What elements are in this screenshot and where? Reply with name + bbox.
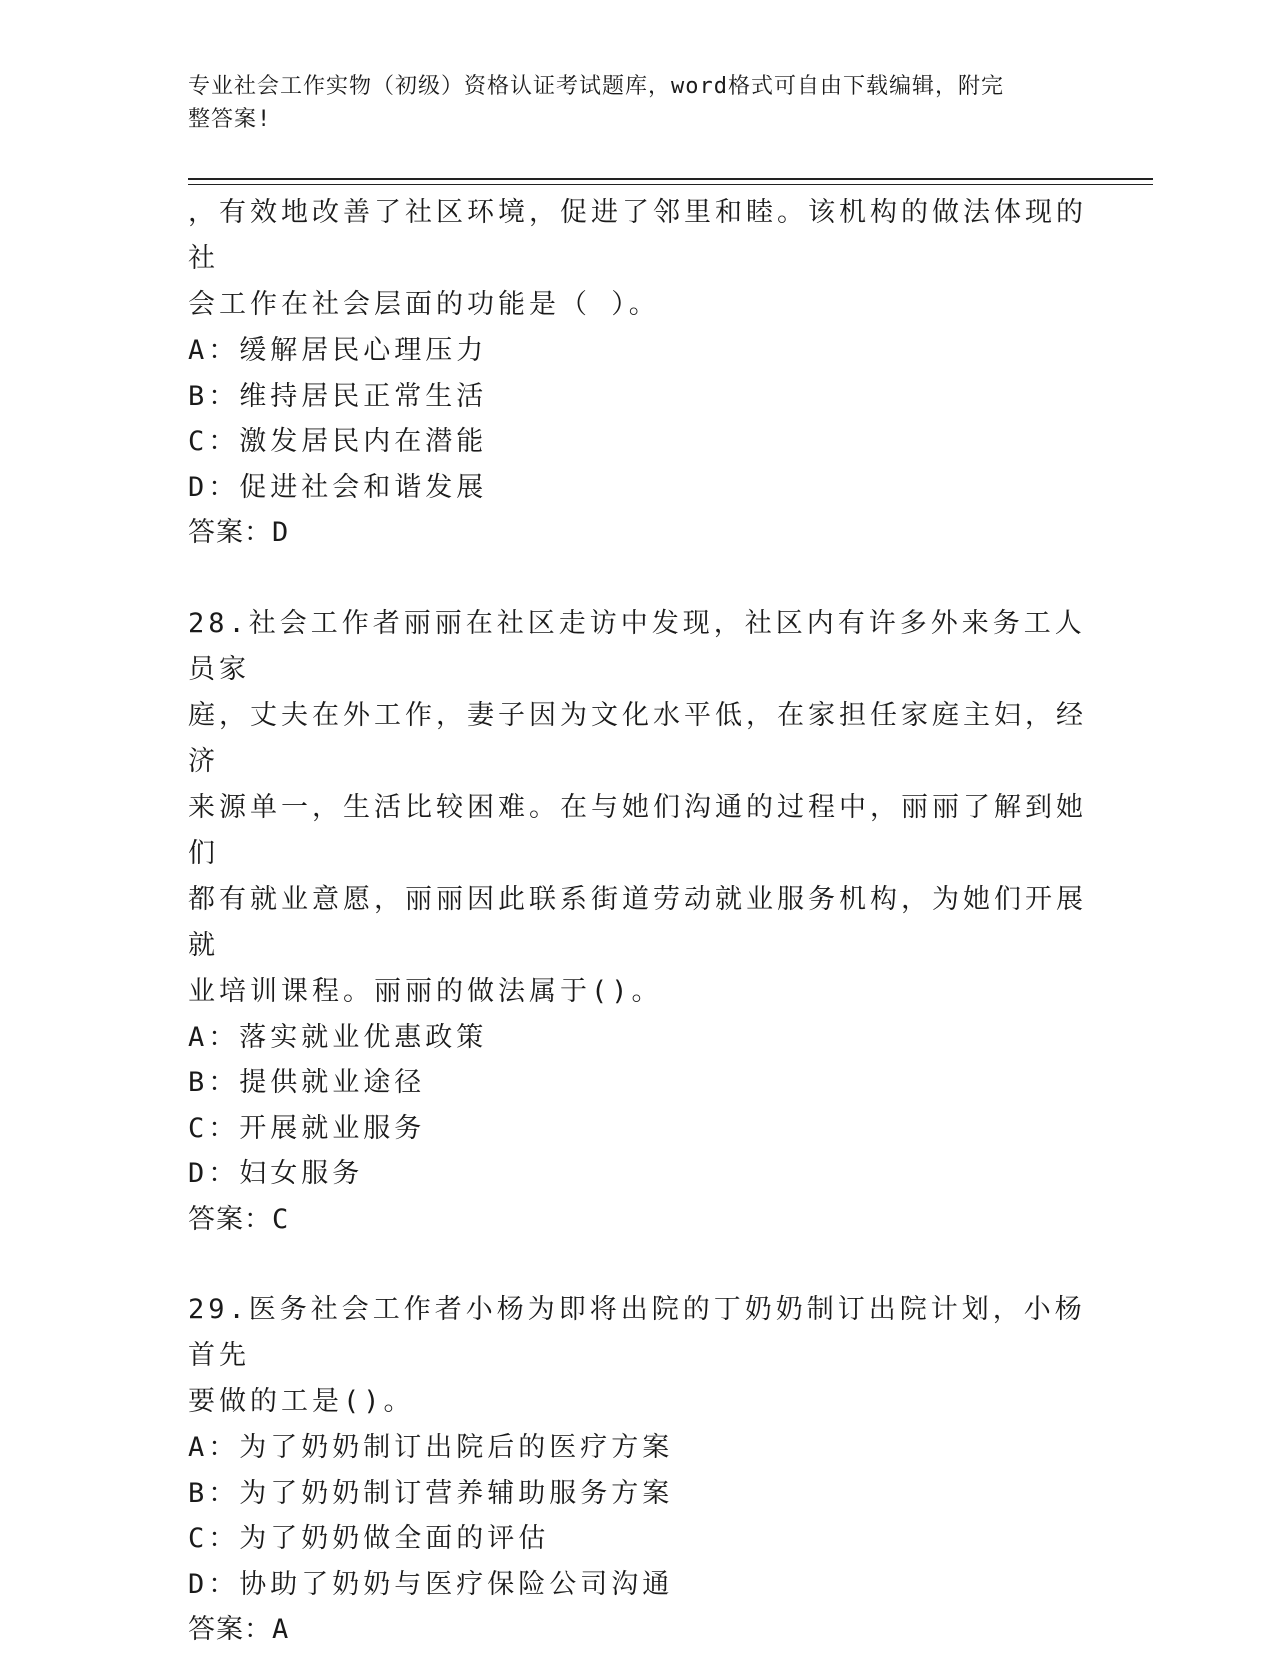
option-c: C：开展就业服务 [188, 1112, 426, 1144]
question-stem-line: 会工作在社会层面的功能是（ ）。 [188, 289, 660, 320]
question-28 [188, 601, 1088, 1243]
question-stem-line: 28.社会工作者丽丽在社区走访中发现，社区内有许多外来务工人员家 [188, 607, 1086, 685]
answer-line: 答案：C [188, 1203, 290, 1235]
question-stem-line: 都有就业意愿，丽丽因此联系街道劳动就业服务机构，为她们开展就 [188, 883, 1087, 961]
option-d: D：促进社会和谐发展 [188, 471, 488, 503]
option-d: D：妇女服务 [188, 1158, 364, 1189]
option-b: B：提供就业途径 [188, 1067, 426, 1098]
option-c: C：为了奶奶做全面的评估 [188, 1523, 550, 1554]
answer-line: 答案：A [188, 1614, 290, 1645]
option-b: B：为了奶奶制订营养辅助服务方案 [188, 1477, 674, 1509]
answer-line: 答案：D [188, 517, 290, 548]
option-a: A：为了奶奶制订出院后的医疗方案 [188, 1432, 674, 1463]
document-header [188, 70, 1068, 136]
header-rule-thin [188, 184, 1153, 185]
header-line-2: 整答案! [188, 107, 272, 132]
question-stem-line: 来源单一，生活比较困难。在与她们沟通的过程中，丽丽了解到她们 [188, 791, 1087, 869]
option-d: D：协助了奶奶与医疗保险公司沟通 [188, 1568, 674, 1600]
question-stem-line: 业培训课程。丽丽的做法属于()。 [188, 975, 663, 1007]
document-body [188, 190, 1088, 1653]
option-b: B：维持居民正常生活 [188, 380, 488, 412]
option-a: A：缓解居民心理压力 [188, 335, 488, 366]
question-27 [188, 190, 1088, 556]
option-c: C：激发居民内在潜能 [188, 426, 488, 457]
question-stem-line: 庭，丈夫在外工作，妻子因为文化水平低，在家担任家庭主妇，经济 [188, 699, 1087, 777]
question-29 [188, 1287, 1088, 1653]
header-rule-thick [188, 178, 1153, 180]
question-stem-line: 29.医务社会工作者小杨为即将出院的丁奶奶制订出院计划，小杨首先 [188, 1294, 1086, 1371]
option-a: A：落实就业优惠政策 [188, 1021, 488, 1053]
header-line-1: 专业社会工作实物（初级）资格认证考试题库，word格式可自由下载编辑，附完 [188, 74, 1004, 99]
question-stem-line: ，有效地改善了社区环境，促进了邻里和睦。该机构的做法体现的社 [188, 197, 1087, 274]
question-stem-line: 要做的工是()。 [188, 1386, 415, 1417]
